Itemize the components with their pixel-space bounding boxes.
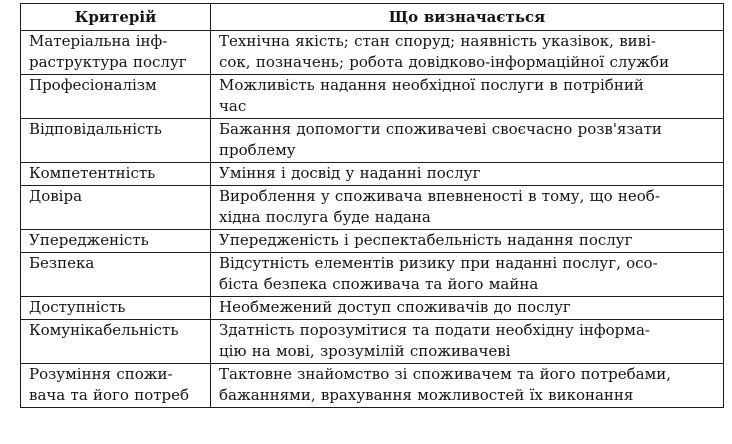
table-row	[21, 75, 724, 119]
criterion-line: вача та його потреб	[29, 386, 190, 404]
definition-cell	[211, 119, 724, 163]
definition-line: Можливість надання необхідної послуги в потрібний	[219, 76, 644, 94]
table-row	[21, 163, 724, 186]
criterion-line: Доступність	[29, 298, 126, 316]
criterion-cell	[21, 297, 211, 320]
definition-line: цію на мові, зрозумілій споживачеві	[219, 342, 511, 360]
definition-line: Тактовне знайомство зі споживачем та його потребами,	[219, 365, 671, 383]
table-row	[21, 119, 724, 163]
criterion-cell	[21, 364, 211, 408]
definition-cell	[211, 297, 724, 320]
definition-line: Уміння і досвід у наданні послуг	[219, 164, 481, 182]
definition-line: Технічна якість; стан споруд; наявність указівок, виві-	[219, 32, 656, 50]
definition-line: хідна послуга буде надана	[219, 208, 431, 226]
definition-line: Вироблення у споживача впевненості в тому, що необ-	[219, 187, 660, 205]
definition-line: сок, позначень; робота довідково-інформаційної служби	[219, 53, 670, 71]
criterion-line: Комунікабельність	[29, 321, 179, 339]
criterion-cell	[21, 186, 211, 230]
definition-line: проблему	[219, 141, 296, 159]
table-row	[21, 297, 724, 320]
definition-cell	[211, 163, 724, 186]
criterion-cell	[21, 119, 211, 163]
header-criterion: Критерій	[21, 4, 211, 31]
definition-cell	[211, 31, 724, 75]
definition-line: біста безпека споживача та його майна	[219, 275, 539, 293]
criterion-line: Відповідальність	[29, 120, 162, 138]
definition-line: час	[219, 97, 247, 115]
table-row	[21, 320, 724, 364]
definition-line: Здатність порозумітися та подати необхідну інформа-	[219, 321, 650, 339]
criteria-table	[20, 3, 724, 408]
table-row	[21, 230, 724, 253]
criterion-cell	[21, 75, 211, 119]
table-row	[21, 253, 724, 297]
criterion-line: Професіоналізм	[29, 76, 157, 94]
definition-line: Бажання допомогти споживачеві своєчасно розв'язати	[219, 120, 662, 138]
criterion-cell	[21, 320, 211, 364]
definition-line: Упередженість і респектабельність надання послуг	[219, 231, 633, 249]
table-header-row	[21, 4, 724, 31]
criterion-cell	[21, 31, 211, 75]
criterion-line: Компетентність	[29, 164, 156, 182]
definition-line: Відсутність елементів ризику при наданні послуг, осо-	[219, 254, 658, 272]
definition-cell	[211, 75, 724, 119]
definition-cell	[211, 253, 724, 297]
criterion-line: Упередженість	[29, 231, 149, 249]
criterion-line: раструктура послуг	[29, 53, 187, 71]
criterion-line: Безпека	[29, 254, 95, 272]
criterion-cell	[21, 163, 211, 186]
table-row	[21, 364, 724, 408]
definition-cell	[211, 230, 724, 253]
definition-line: Необмежений доступ споживачів до послуг	[219, 298, 571, 316]
definition-line: бажаннями, врахування можливостей їх виконання	[219, 386, 634, 404]
criterion-cell	[21, 253, 211, 297]
header-definition: Що визначається	[211, 4, 724, 31]
criterion-cell	[21, 230, 211, 253]
definition-cell	[211, 186, 724, 230]
table-row	[21, 186, 724, 230]
table-row	[21, 31, 724, 75]
criterion-line: Довіра	[29, 187, 83, 205]
criterion-line: Матеріальна інф-	[29, 32, 168, 50]
definition-cell	[211, 364, 724, 408]
definition-cell	[211, 320, 724, 364]
criterion-line: Розуміння спожи-	[29, 365, 173, 383]
